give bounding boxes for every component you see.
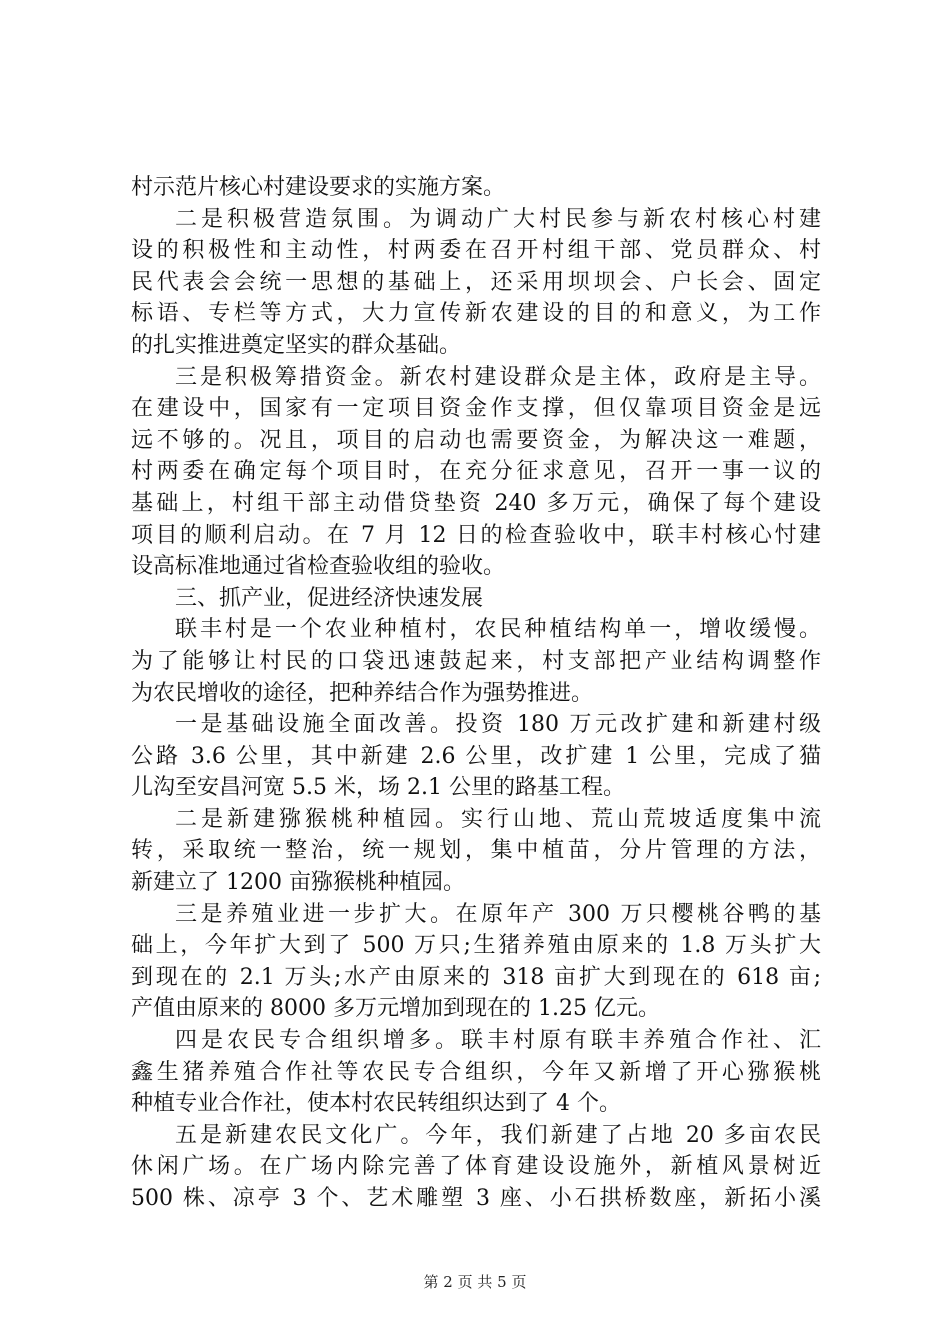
text-line: 在建设中，国家有一定项目资金作支撑，但仅靠项目资金是远 [131,396,821,422]
text-line: 为了能够让村民的口袋迅速鼓起来，村支部把产业结构调整作 [131,648,821,674]
text-line: 一是基础设施全面改善。投资 180 万元改扩建和新建村级 [175,712,821,738]
text-line: 公路 3.6 公里，其中新建 2.6 公里，改扩建 1 公里，完成了猫 [131,743,821,769]
text-line: 鑫生猪养殖合作社等农民专合组织，今年又新增了开心猕猴桃 [131,1059,821,1085]
document-body [131,172,821,1215]
text-line: 远不够的。况且，项目的启动也需要资金，为解决这一难题， [131,427,821,453]
page-footer: 第 2 页 共 5 页 [423,1273,527,1291]
text-line: 村两委在确定每个项目时，在充分征求意见，召开一事一议的 [131,459,821,485]
text-line: 休闲广场。在广场内除完善了体育建设设施外，新植风景树近 [131,1154,821,1180]
text-line: 到现在的 2.1 万头;水产由原来的 318 亩扩大到现在的 618 亩; [131,964,821,990]
text-line: 四是农民专合组织增多。联丰村原有联丰养殖合作社、汇 [175,1028,821,1054]
text-line: 的扎实推进奠定坚实的群众基础。 [131,332,462,358]
text-line: 设的积极性和主动性，村两委在召开村组干部、党员群众、村 [131,238,821,264]
text-line: 三是养殖业进一步扩大。在原年产 300 万只樱桃谷鸭的基 [175,901,821,927]
text-line: 三是积极筹措资金。新农村建设群众是主体，政府是主导。 [175,364,821,390]
text-line: 产值由原来的 8000 多万元增加到现在的 1.25 亿元。 [131,996,660,1022]
text-line: 村示范片核心村建设要求的实施方案。 [131,175,506,200]
text-line: 二是新建猕猴桃种植园。实行山地、荒山荒坡适度集中流 [175,806,821,832]
text-line: 新建立了 1200 亩猕猴桃种植园。 [131,870,465,896]
text-line: 标语、专栏等方式，大力宣传新农建设的目的和意义，为工作 [131,301,821,327]
text-line: 项目的顺利启动。在 7 月 12 日的检查验收中，联丰村核心忖建 [131,522,821,548]
text-line: 为农民增收的途径，把种养结合作为强势推进。 [131,680,594,706]
text-line: 基础上，村组干部主动借贷垫资 240 多万元，确保了每个建设 [131,490,821,516]
text-line: 五是新建农民文化广。今年，我们新建了占地 20 多亩农民 [175,1122,821,1148]
text-line: 联丰村是一个农业种植村，农民种植结构单一，增收缓慢。 [175,617,821,643]
text-line: 500 株、凉亭 3 个、艺术雕塑 3 座、小石拱桥数座，新拓小溪 [131,1186,821,1211]
text-line: 转，采取统一整治，统一规划，集中植苗，分片管理的方法， [131,838,821,864]
text-line: 础上，今年扩大到了 500 万只;生猪养殖由原来的 1.8 万头扩大 [131,933,821,959]
text-line: 种植专业合作社，使本村农民转组织达到了 4 个。 [131,1091,621,1117]
text-line: 民代表会会统一思想的基础上，还采用坝坝会、户长会、固定 [131,269,821,295]
text-line: 设高标准地通过省检查验收组的验收。 [131,554,506,580]
text-line: 儿沟至安昌河宽 5.5 米，场 2.1 公里的路基工程。 [131,775,625,801]
text-line: 二是积极营造氛围。为调动广大村民参与新农村核心村建 [175,206,821,232]
text-line: 三、抓产业，促进经济快速发展 [175,585,484,611]
